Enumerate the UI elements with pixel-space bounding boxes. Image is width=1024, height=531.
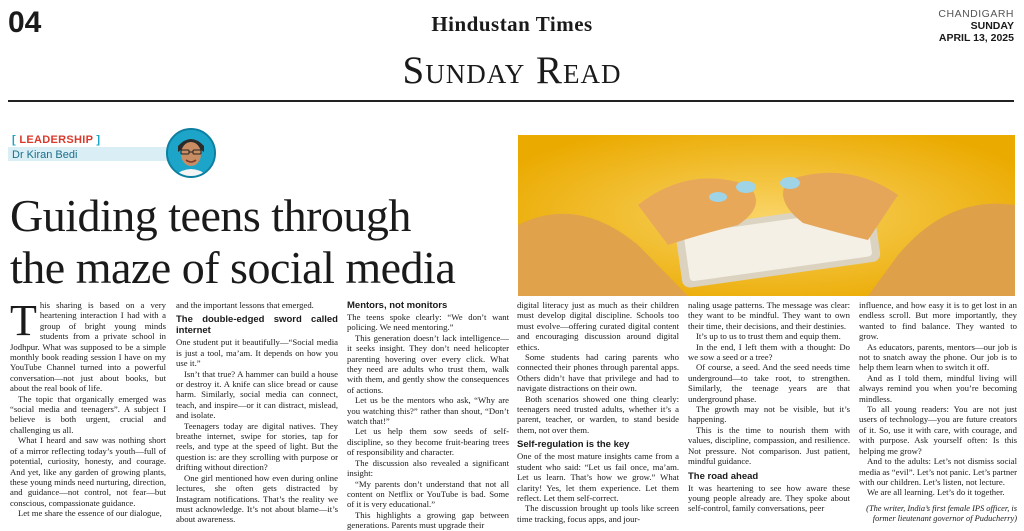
edition: CHANDIGARH	[938, 8, 1014, 20]
byline: Dr Kiran Bedi	[12, 149, 78, 161]
column-2	[176, 300, 338, 525]
dateline	[938, 8, 1014, 44]
kicker-label: LEADERSHIP	[19, 134, 94, 146]
paragraph: and the important lessons that emerged.	[176, 300, 314, 310]
header-rule	[8, 100, 1014, 102]
paragraph	[10, 296, 166, 394]
paragraph: Isn’t that true? A hammer can build a house or destroy it. A knife can slice bread or cause harm. Similarly, social media can connect, teach, and inspire—or it can distract, mislead, and isolate.	[176, 368, 338, 421]
paragraph: Of course, a seed. And the seed needs time underground—to take root, to strengthen. Similarly, the teenage years are that underground phase.	[688, 362, 850, 404]
section-title: Sunday Read	[402, 49, 622, 92]
paragraph: Some students had caring parents who connected their phones through parental apps. Others didn’t have that privilege and had to navigate distractions on their own.	[517, 352, 679, 394]
paragraph: Let me share the essence of our dialogue,	[18, 508, 162, 519]
paragraph: One girl mentioned how even during online lectures, she often gets distracted by Instagram notifications. That’s the reality we must acknowledge. It’s not about blame—it’s about awareness.	[176, 472, 338, 525]
paragraph: Let us be the mentors who ask, “Why are you watching this?” rather than shout, “Don’t watch that!”	[347, 395, 509, 427]
paragraph: To all young readers: You are not just users of technology—you are future creators of it. So, use it with care, with courage, and with purpose. Ask yourself often: Is this helping me grow?	[859, 404, 1017, 456]
paragraph: digital literacy just as much as their children must develop digital discipline. Schools too must evolve—offering curated digital content and encouraging discussion around digital ethics.	[517, 300, 679, 352]
paragraph: One student put it beautifully—“Social media is just a tool, ma’am. It depends on how you use it.”	[176, 337, 338, 369]
subhead: The road ahead	[688, 470, 759, 482]
paragraph: In the end, I left them with a thought: Do we sow a seed or a tree?	[688, 341, 850, 363]
headline	[10, 190, 510, 294]
paragraph: influence, and how easy it is to get lost in an endless scroll. But more importantly, they wanted to find balance. They wanted to grow.	[859, 300, 1017, 342]
paragraph: Let us help them sow seeds of self-discipline, so they become fruit-bearing trees of responsibility and character.	[347, 426, 509, 458]
column-6	[859, 300, 1017, 525]
paragraph: Teenagers today are digital natives. They breathe internet, swipe for stories, tap for reels, and type at the speed of light. But the question is: are they scrolling with purpose or drifting without direction?	[176, 420, 338, 473]
paragraph: We are all learning. Let’s do it together.	[867, 487, 1005, 498]
paragraph: It was heartening to see how aware these young people already are. They spoke about self-control, family conversations, peer	[688, 482, 850, 514]
author-note: (The writer, India’s first female IPS officer, is former lieutenant governor of Puducherry)	[866, 503, 1017, 524]
paragraph: The discussion also revealed a significant insight:	[347, 457, 509, 479]
page-number: 04	[8, 6, 42, 39]
paragraph: And to the adults: Let’s not dismiss social media as “evil”. Let’s not panic. Let’s partner with our children. Let’s listen, not lecture.	[859, 456, 1018, 487]
paragraph: It’s up to us to trust them and equip them.	[696, 331, 841, 342]
column-4	[517, 300, 679, 524]
paragraph: “My parents don’t understand that not all content on Netflix or YouTube is bad. Some of it is very educational.”	[347, 478, 509, 510]
column-1	[10, 296, 166, 519]
paragraph: The topic that organically emerged was “social media and teenagers”. A subject I believe is both urgent, crucial and challenging us all.	[10, 393, 166, 435]
phone-hands-photo	[518, 135, 1015, 296]
author-avatar	[166, 128, 216, 178]
paragraph: And as I told them, mindful living will always remind you when you’re becoming mindless.	[859, 372, 1017, 404]
date: APRIL 13, 2025	[938, 32, 1014, 44]
paragraph: Both scenarios showed one thing clearly: teenagers need trusted adults, whether it’s a parent, teacher, or warden, to stand beside them, not over them.	[517, 393, 679, 435]
paragraph: This generation doesn’t lack intelligence—it seeks insight. They don’t need helicopter parenting hovering over every click. What they need are adults who trust them, walk with them, and gently show the consequences of actions.	[347, 332, 509, 395]
paragraph: This highlights a growing gap between generations. Parents must upgrade their	[347, 509, 509, 531]
paragraph: The teens spoke clearly: “We don’t want policing. We need mentoring.”	[347, 312, 509, 333]
paragraph: The discussion brought up tools like screen time tracking, focus apps, and jour-	[517, 503, 679, 524]
paragraph: What I heard and saw was nothing short of a mirror reflecting today’s youth—full of potential, curiosity, honesty, and courage. And yet, like any garden of growing plants, these young minds need nurturing, direction, and guidance—not control, not fear—but conscious, compassionate guidance.	[10, 435, 166, 508]
paragraph-text: his sharing is based on a very heartening interaction I had with a group of bright young minds students from a private school in Jodhpur. What was supposed to be a simple monthly book reading session I have on my YouTube Channel turned into a powerful conversation—not just about books, but about the real book of life.	[10, 300, 166, 394]
masthead: Hindustan Times	[431, 12, 593, 36]
subhead: Mentors, not monitors	[347, 300, 448, 311]
day: SUNDAY	[970, 20, 1014, 32]
paragraph: naling usage patterns. The message was clear: they want to be mindful. They want to own their time, their decisions, and their destinies.	[688, 300, 850, 331]
subhead: The double-edged sword called internet	[176, 314, 338, 337]
column-5	[688, 300, 850, 514]
paragraph: This is the time to nourish them with values, discipline, compassion, and resilience. Not pressure. Not comparison. Just patient, mindful guidance.	[688, 424, 850, 467]
paragraph: The growth may not be visible, but it’s happening.	[688, 404, 850, 425]
dropcap: T	[10, 296, 37, 345]
column-3	[347, 300, 509, 531]
headline-line-2: the maze of social media	[10, 242, 456, 293]
subhead: Self-regulation is the key	[517, 439, 630, 451]
headline-line-1: Guiding teens through	[10, 190, 411, 241]
kicker: [ LEADERSHIP ]	[12, 134, 101, 146]
paragraph: As educators, parents, mentors—our job is not to snatch away the phone. Our job is to help them learn when to switch it off.	[859, 341, 1017, 373]
paragraph: One of the most mature insights came from a student who said: “Let us fail once, ma’am. Let us learn. That’s how we grow.” What clarity! Yes, let them experience. Let them reflect. Let them self-correct.	[517, 451, 679, 503]
